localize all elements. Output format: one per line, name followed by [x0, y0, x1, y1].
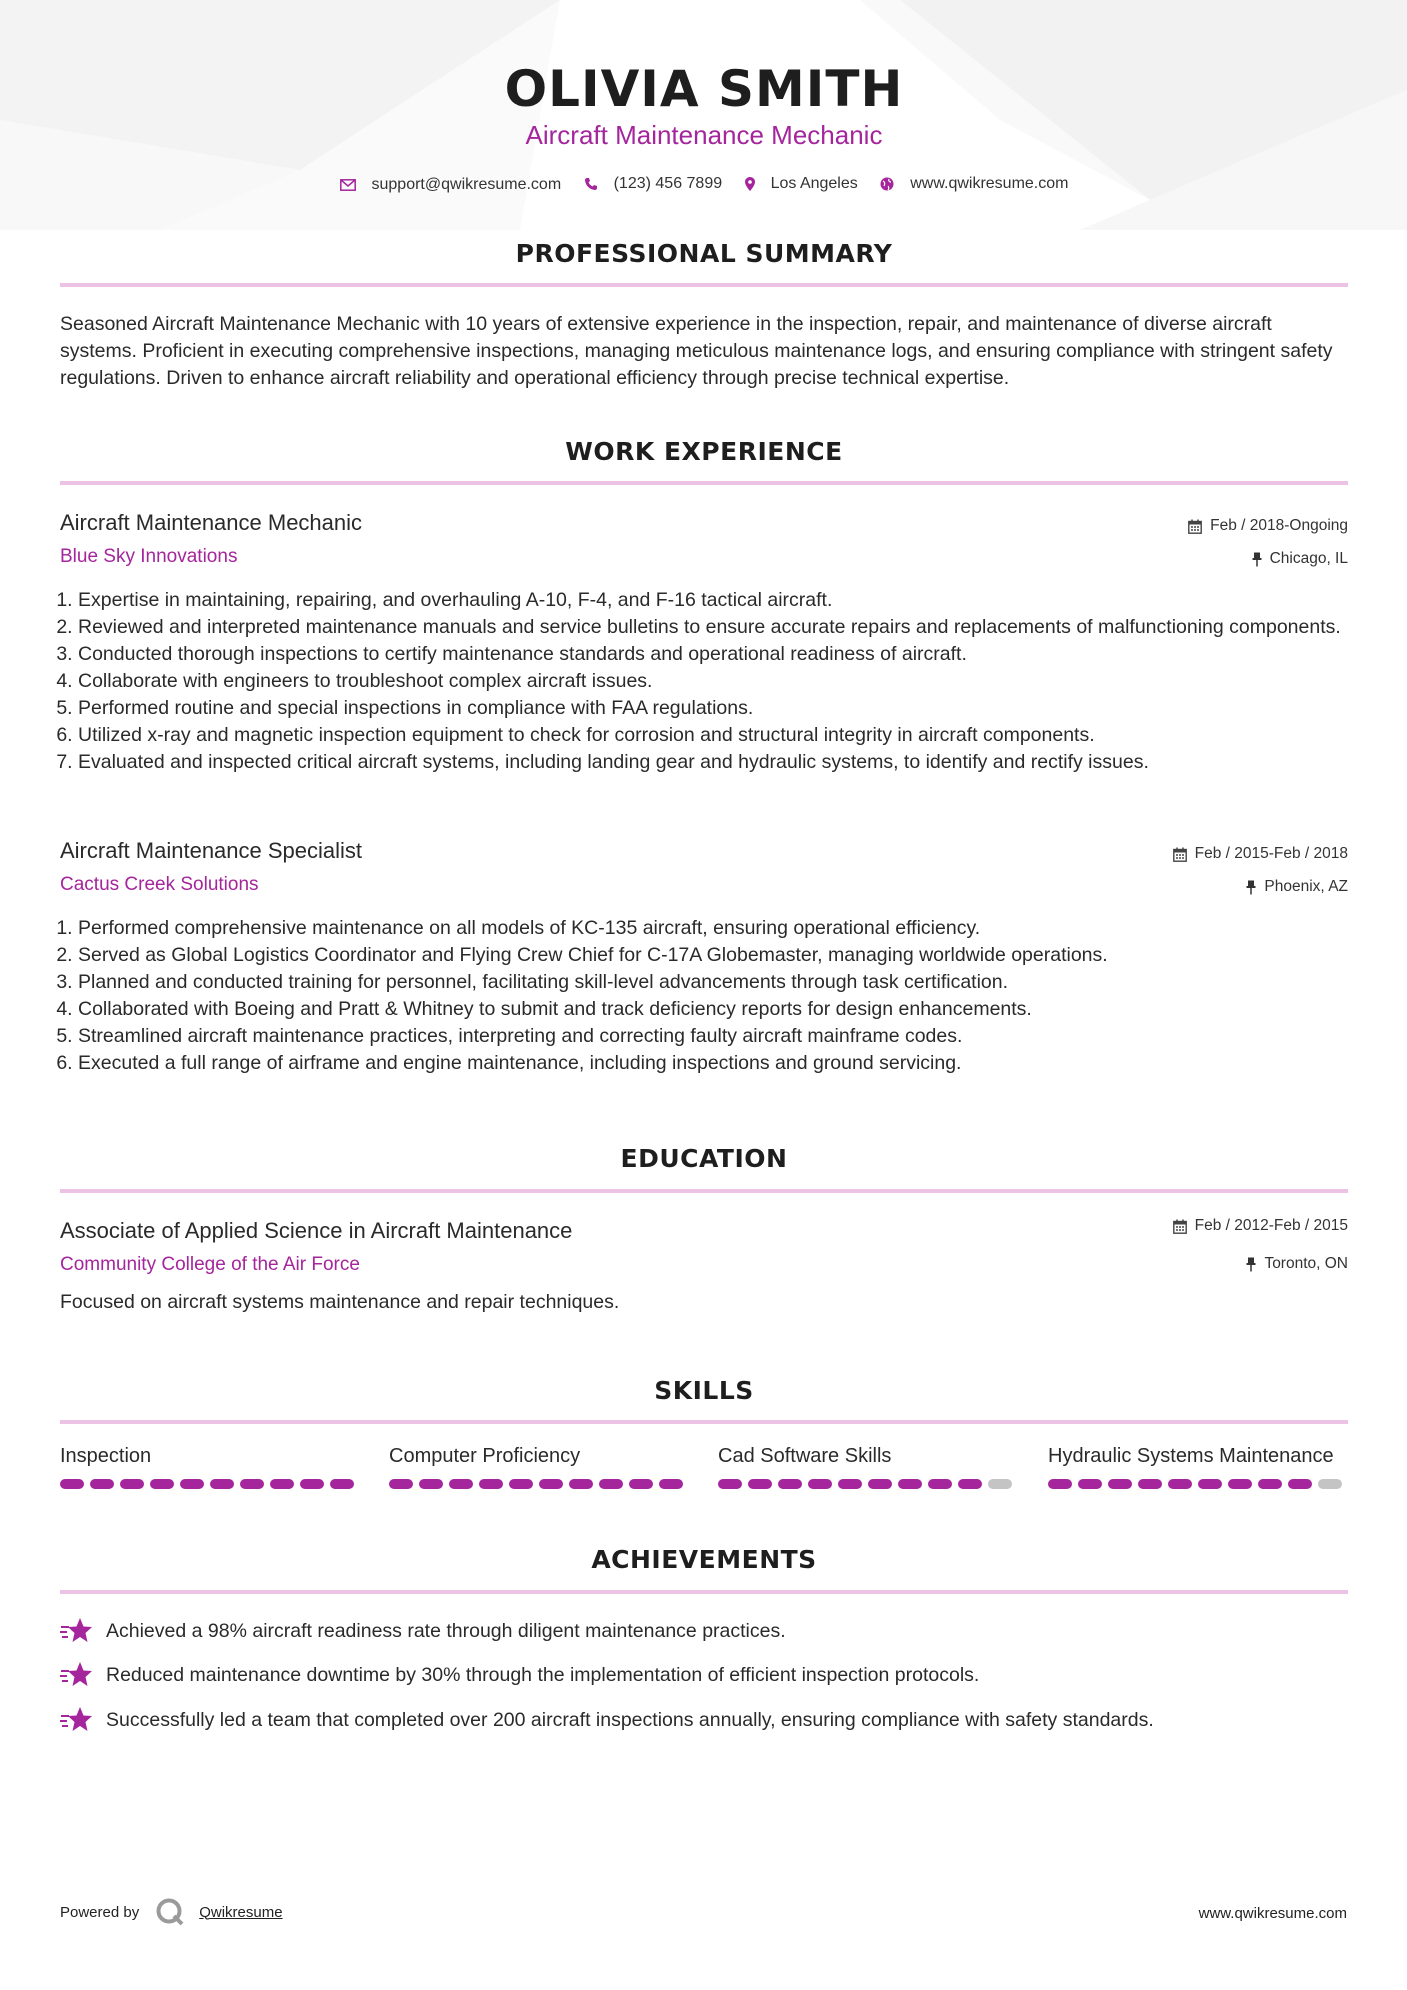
skills-heading: SKILLS	[654, 1376, 754, 1405]
skill-level-bar	[389, 1479, 689, 1489]
skills-divider	[60, 1420, 1348, 1424]
achievement-text: Reduced maintenance downtime by 30% through the implementation of efficient inspection protocols.	[106, 1663, 980, 1686]
contact-website[interactable]	[880, 175, 1068, 193]
skill-dash-filled	[569, 1479, 593, 1489]
job-title: Aircraft Maintenance Specialist	[60, 838, 363, 863]
job-location	[1246, 878, 1348, 896]
contact-phone[interactable]	[584, 175, 723, 193]
star-icon	[60, 1617, 92, 1645]
job-company: Cactus Creek Solutions	[60, 874, 259, 895]
skill-dash-filled	[599, 1479, 623, 1489]
list-item: 3. Planned and conducted training for personnel, facilitating skill-level advancements through task certification.	[78, 969, 1348, 996]
education-location	[1246, 1255, 1348, 1273]
contact-phone-text: (123) 456 7899	[613, 175, 723, 192]
skill-dash-filled	[1048, 1479, 1072, 1489]
summary-heading: PROFESSIONAL SUMMARY	[515, 239, 893, 268]
list-item: 4. Collaborated with Boeing and Pratt & Whitney to submit and track deficiency reports for design enhancements.	[78, 996, 1348, 1023]
star-icon	[60, 1661, 92, 1689]
skill-dash-filled	[120, 1479, 144, 1489]
skill-dash-filled	[1138, 1479, 1162, 1489]
list-item: 6. Utilized x-ray and magnetic inspection equipment to check for corrosion and structural integrity in aircraft components.	[78, 722, 1348, 749]
skill-dash-filled	[629, 1479, 653, 1489]
pushpin-icon	[1246, 880, 1256, 895]
skill-dash-filled	[718, 1479, 742, 1489]
skill-dash-filled	[1198, 1479, 1222, 1489]
contact-email-text: support@qwikresume.com	[371, 176, 562, 193]
footer-url[interactable]: www.qwikresume.com	[1198, 1905, 1347, 1922]
degree-title: Associate of Applied Science in Aircraft Maintenance	[60, 1218, 573, 1243]
achievement-item	[60, 1617, 786, 1645]
summary-text: Seasoned Aircraft Maintenance Mechanic with 10 years of extensive experience in the inspection, repair, and maintenance of diverse aircraft systems. Proficient in executing comprehensive inspections, managing meticulous maintenance logs, and ensuring compliance with stringent safety regulations. Driven to enhance aircraft reliability and operational efficiency through precise technical expertise.	[60, 313, 1333, 389]
location-pin-icon	[745, 177, 755, 191]
skill-dash-filled	[449, 1479, 473, 1489]
skill-level-bar	[1048, 1479, 1348, 1489]
list-item: 5. Streamlined aircraft maintenance practices, interpreting and correcting faulty aircraft mainframe codes.	[78, 1023, 1348, 1050]
candidate-role: Aircraft Maintenance Mechanic	[525, 120, 883, 150]
skill-level-bar	[718, 1479, 1018, 1489]
qwikresume-link[interactable]: Qwikresume	[199, 1903, 283, 1921]
contact-location-text: Los Angeles	[770, 175, 858, 192]
job-location-text: Phoenix, AZ	[1264, 878, 1348, 895]
skill-dash-filled	[270, 1479, 294, 1489]
star-icon	[60, 1706, 92, 1734]
globe-icon	[880, 177, 894, 191]
skill-dash-empty	[988, 1479, 1012, 1489]
job-company: Blue Sky Innovations	[60, 546, 238, 567]
mail-icon	[340, 179, 356, 191]
skill-dash-filled	[928, 1479, 952, 1489]
list-item: 5. Performed routine and special inspections in compliance with FAA regulations.	[78, 695, 1348, 722]
skill-dash-filled	[659, 1479, 683, 1489]
job-dates	[1173, 845, 1348, 863]
contact-location	[745, 175, 858, 193]
skill-dash-empty	[1318, 1479, 1342, 1489]
skill-dash-filled	[330, 1479, 354, 1489]
list-item: 7. Evaluated and inspected critical aircraft systems, including landing gear and hydraulic systems, to identify and rectify issues.	[78, 749, 1348, 776]
skill-dash-filled	[1168, 1479, 1192, 1489]
list-item: 4. Collaborate with engineers to troubleshoot complex aircraft issues.	[78, 668, 1348, 695]
skill-name: Computer Proficiency	[389, 1445, 581, 1467]
candidate-name: OLIVIA SMITH	[504, 60, 904, 118]
achievement-item	[60, 1706, 1154, 1734]
education-dates-text: Feb / 2012-Feb / 2015	[1194, 1217, 1348, 1234]
skill-dash-filled	[1288, 1479, 1312, 1489]
skill-item	[389, 1445, 689, 1489]
skill-dash-filled	[898, 1479, 922, 1489]
phone-icon	[584, 177, 598, 191]
skill-dash-filled	[210, 1479, 234, 1489]
skill-dash-filled	[958, 1479, 982, 1489]
education-location-text: Toronto, ON	[1264, 1255, 1348, 1272]
skill-dash-filled	[509, 1479, 533, 1489]
skill-item	[1048, 1445, 1348, 1489]
experience-heading: WORK EXPERIENCE	[565, 437, 843, 466]
achievement-item	[60, 1661, 979, 1689]
skill-name: Inspection	[60, 1445, 152, 1467]
job-responsibilities	[60, 915, 1348, 1077]
skill-name: Hydraulic Systems Maintenance	[1048, 1445, 1334, 1467]
list-item: 2. Reviewed and interpreted maintenance manuals and service bulletins to ensure accurate repairs and replacements of malfunctioning components.	[78, 614, 1348, 641]
skill-dash-filled	[150, 1479, 174, 1489]
job-dates-text: Feb / 2018-Ongoing	[1210, 517, 1348, 534]
skill-dash-filled	[539, 1479, 563, 1489]
skill-item	[718, 1445, 1018, 1489]
calendar-icon	[1173, 1219, 1187, 1234]
list-item: 1. Expertise in maintaining, repairing, and overhauling A-10, F-4, and F-16 tactical aircraft.	[78, 587, 1348, 614]
education-description: Focused on aircraft systems maintenance and repair techniques.	[60, 1291, 620, 1313]
skill-dash-filled	[180, 1479, 204, 1489]
school-name: Community College of the Air Force	[60, 1254, 360, 1275]
contact-bar	[60, 175, 1348, 196]
skill-dash-filled	[419, 1479, 443, 1489]
skill-level-bar	[60, 1479, 360, 1489]
achievements-heading: ACHIEVEMENTS	[591, 1545, 817, 1574]
summary-divider	[60, 283, 1348, 287]
calendar-icon	[1188, 519, 1202, 534]
skill-dash-filled	[748, 1479, 772, 1489]
qwikresume-logo-icon	[155, 1897, 185, 1927]
skill-dash-filled	[389, 1479, 413, 1489]
education-divider	[60, 1189, 1348, 1193]
achievement-text: Achieved a 98% aircraft readiness rate through diligent maintenance practices.	[106, 1619, 786, 1642]
skill-dash-filled	[1108, 1479, 1132, 1489]
skill-dash-filled	[868, 1479, 892, 1489]
skill-dash-filled	[778, 1479, 802, 1489]
skill-item	[60, 1445, 360, 1489]
experience-divider	[60, 481, 1348, 485]
skill-dash-filled	[1228, 1479, 1252, 1489]
contact-website-text: www.qwikresume.com	[910, 175, 1069, 192]
pushpin-icon	[1252, 552, 1262, 567]
list-item: 3. Conducted thorough inspections to certify maintenance standards and operational readiness of aircraft.	[78, 641, 1348, 668]
job-dates-text: Feb / 2015-Feb / 2018	[1194, 845, 1348, 862]
skill-dash-filled	[808, 1479, 832, 1489]
job-location-text: Chicago, IL	[1269, 550, 1348, 567]
skill-dash-filled	[240, 1479, 264, 1489]
skill-dash-filled	[90, 1479, 114, 1489]
list-item: 1. Performed comprehensive maintenance on all models of KC-135 aircraft, ensuring operational efficiency.	[78, 915, 1348, 942]
job-responsibilities	[60, 587, 1348, 776]
powered-by-label: Powered by	[60, 1903, 140, 1921]
pushpin-icon	[1246, 1257, 1256, 1272]
achievements-divider	[60, 1590, 1348, 1594]
list-item: 6. Executed a full range of airframe and engine maintenance, including inspections and ground servicing.	[78, 1050, 1348, 1077]
skill-dash-filled	[60, 1479, 84, 1489]
job-title: Aircraft Maintenance Mechanic	[60, 510, 363, 535]
contact-email[interactable]	[340, 176, 562, 194]
skill-dash-filled	[1258, 1479, 1282, 1489]
education-heading: EDUCATION	[620, 1144, 788, 1173]
skill-name: Cad Software Skills	[718, 1445, 892, 1467]
skill-dash-filled	[479, 1479, 503, 1489]
list-item: 2. Served as Global Logistics Coordinator and Flying Crew Chief for C-17A Globemaster, managing worldwide operations.	[78, 942, 1348, 969]
footer-powered-by	[60, 1897, 283, 1927]
skill-dash-filled	[838, 1479, 862, 1489]
achievement-text: Successfully led a team that completed over 200 aircraft inspections annually, ensuring compliance with safety standards.	[106, 1708, 1154, 1731]
skill-dash-filled	[1078, 1479, 1102, 1489]
job-location	[1252, 550, 1348, 568]
education-dates	[1173, 1217, 1348, 1235]
job-dates	[1188, 517, 1348, 535]
calendar-icon	[1173, 847, 1187, 862]
skill-dash-filled	[300, 1479, 324, 1489]
